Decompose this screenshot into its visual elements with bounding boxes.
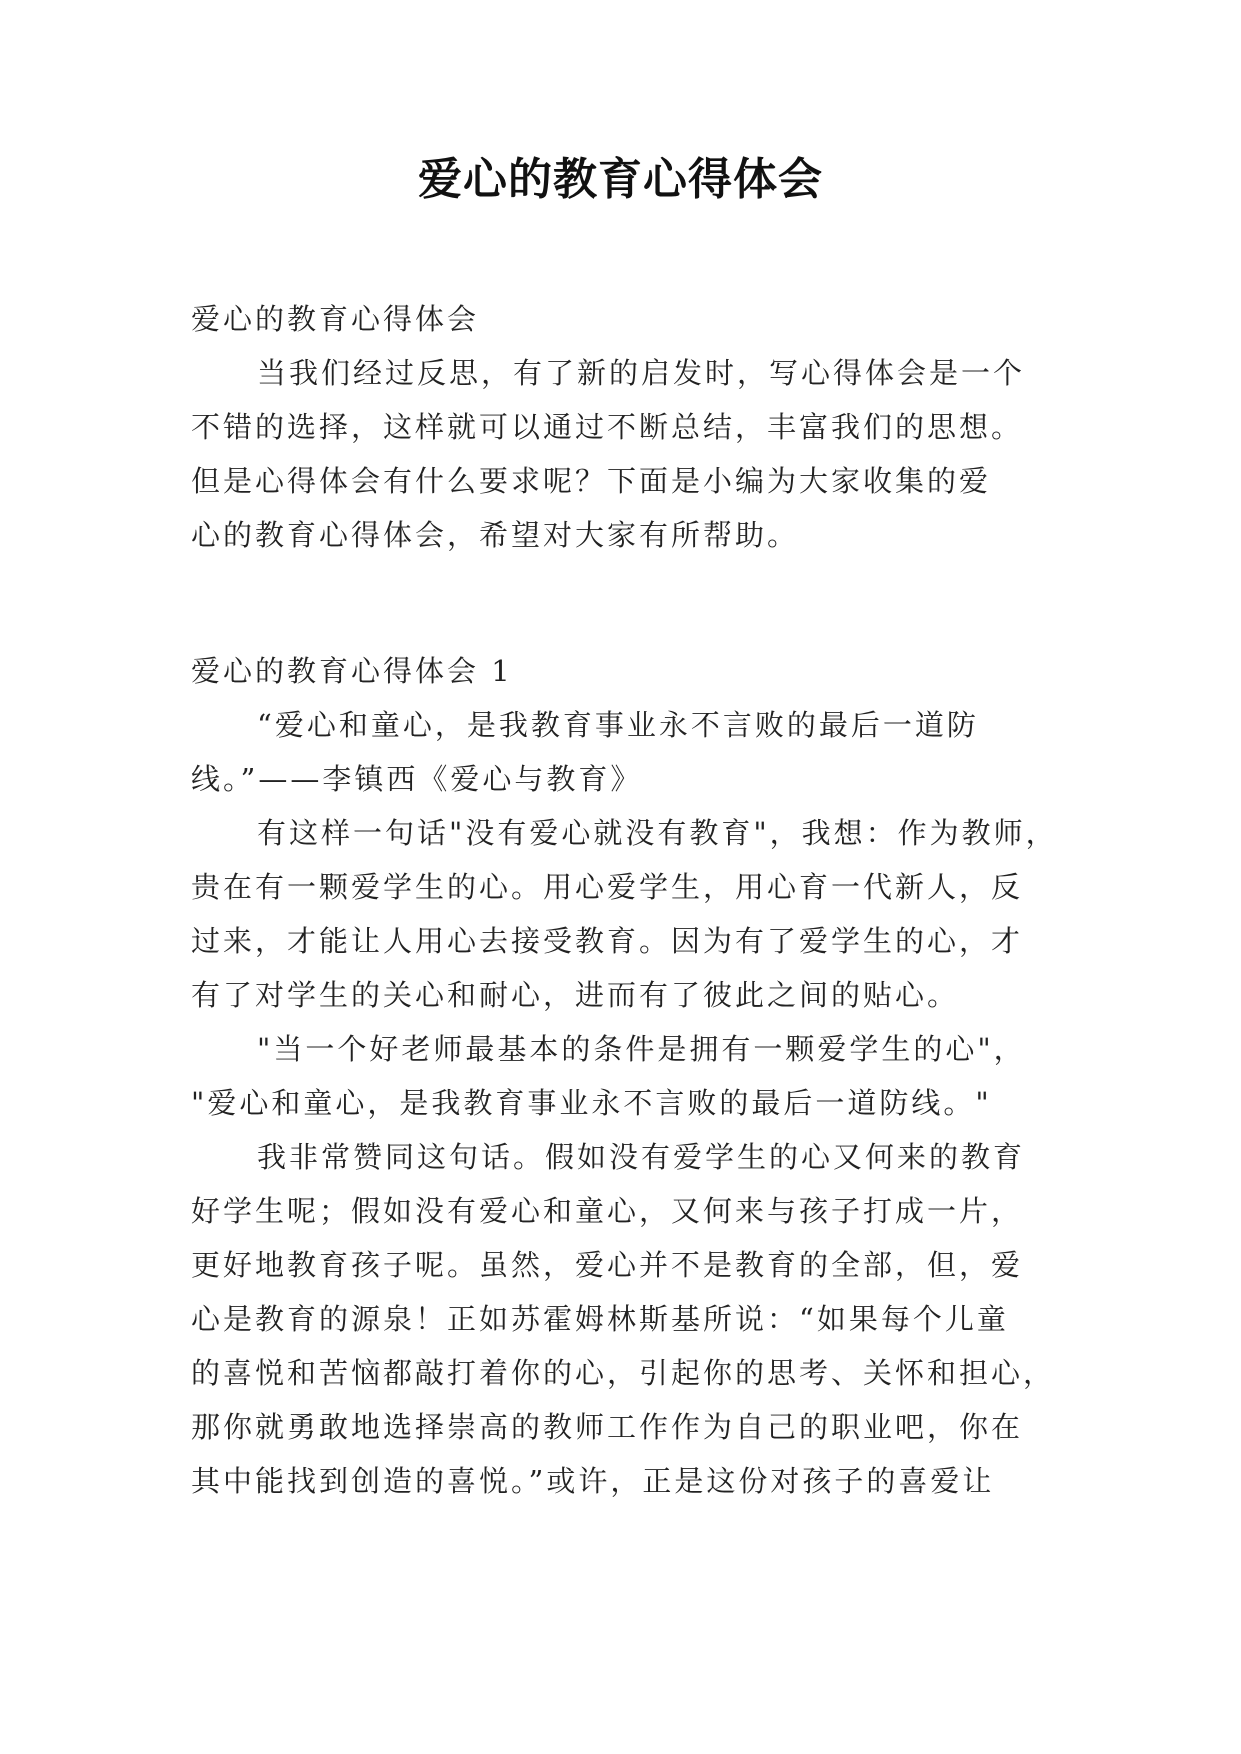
intro-paragraph-line: 不错的选择，这样就可以通过不断总结，丰富我们的思想。 (191, 410, 1024, 444)
paragraph-3-line: 的喜悦和苦恼都敲打着你的心，引起你的思考、关怀和担心， (191, 1356, 1056, 1390)
paragraph-3-line: 那你就勇敢地选择崇高的教师工作作为自己的职业吧，你在 (191, 1410, 1024, 1444)
section-1-heading: 爱心的教育心得体会 1 (191, 654, 513, 688)
paragraph-1-line: 贵在有一颗爱学生的心。用心爱学生，用心育一代新人，反 (191, 870, 1024, 904)
intro-heading: 爱心的教育心得体会 (191, 302, 480, 336)
section-1 (191, 644, 1057, 1508)
paragraph-1-line: 有了对学生的关心和耐心，进而有了彼此之间的贴心。 (191, 978, 960, 1012)
intro-section (191, 292, 1057, 562)
paragraph-3-line: 其中能找到创造的喜悦。”或许，正是这份对孩子的喜爱让 (191, 1464, 995, 1498)
epigraph-quote-line: “爱心和童心，是我教育事业永不言败的最后一道防 (257, 708, 979, 742)
paragraph-3-line: 我非常赞同这句话。假如没有爱学生的心又何来的教育 (257, 1140, 1026, 1174)
intro-paragraph-line: 当我们经过反思，有了新的启发时，写心得体会是一个 (257, 356, 1026, 390)
paragraph-3-line: 好学生呢；假如没有爱心和童心，又何来与孩子打成一片， (191, 1194, 1024, 1228)
intro-paragraph-line: 心的教育心得体会，希望对大家有所帮助。 (191, 518, 800, 552)
paragraph-2-line: "爱心和童心，是我教育事业永不言败的最后一道防线。" (191, 1086, 992, 1120)
paragraph-3-line: 心是教育的源泉！正如苏霍姆林斯基所说：“如果每个儿童 (191, 1302, 1009, 1336)
paragraph-1-line: 有这样一句话"没有爱心就没有教育"，我想：作为教师， (257, 816, 1058, 850)
paragraph-1-line: 过来，才能让人用心去接受教育。因为有了爱学生的心，才 (191, 924, 1024, 958)
document-title: 爱心的教育心得体会 (418, 154, 823, 205)
intro-paragraph-line: 但是心得体会有什么要求呢？下面是小编为大家收集的爱 (191, 464, 992, 498)
epigraph-quote-line: 线。”——李镇西《爱心与教育》 (191, 762, 643, 796)
paragraph-2-line: "当一个好老师最基本的条件是拥有一颗爱学生的心"， (257, 1032, 1026, 1066)
paragraph-3-line: 更好地教育孩子呢。虽然，爱心并不是教育的全部，但，爱 (191, 1248, 1024, 1282)
